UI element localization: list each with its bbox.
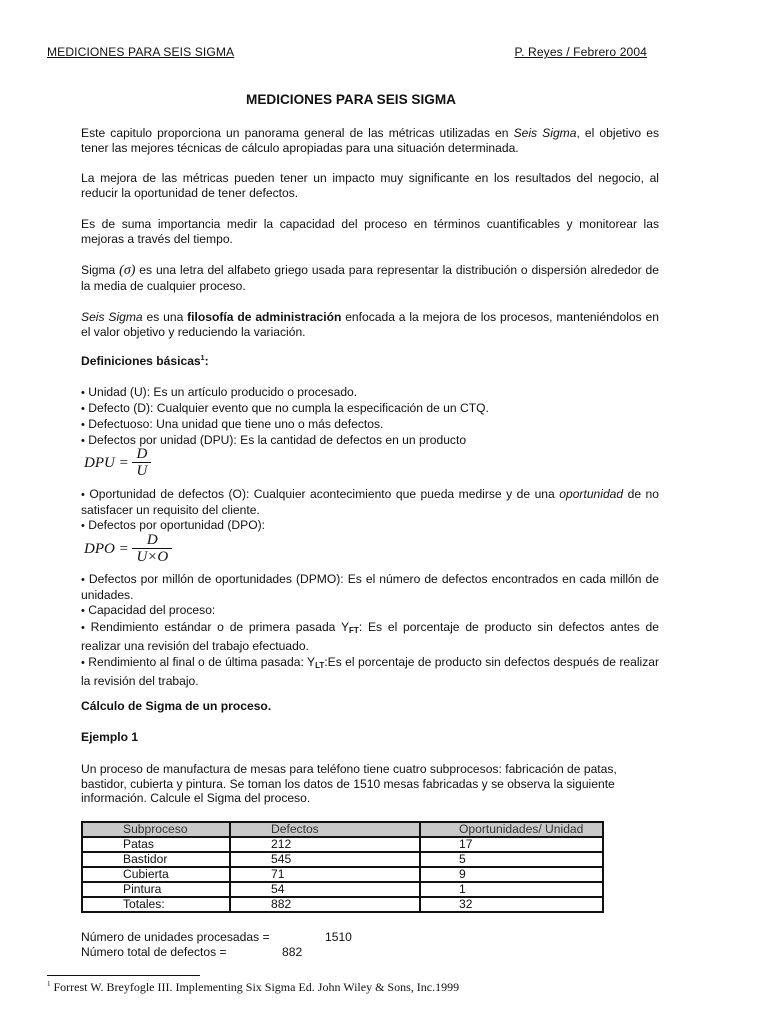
units-processed-value: 1510 [325, 930, 352, 944]
bullet-icon: • [81, 657, 85, 669]
table-row [82, 852, 603, 867]
table-cell: Cubierta [82, 867, 230, 882]
total-defects-label: Número total de defectos = [81, 945, 227, 959]
footnote-mark: 1 [47, 980, 51, 988]
emphasis-seis-sigma: Seis Sigma [513, 126, 577, 140]
table-cell: 212 [230, 837, 420, 852]
formula-numerator: D [132, 447, 151, 463]
calculo-heading: Cálculo de Sigma de un proceso. [81, 699, 272, 713]
item-text: Unidad (U): Es un artículo producido o procesado. [88, 385, 358, 399]
definition-item-yft [81, 620, 659, 653]
definition-item-oportunidad [81, 487, 659, 517]
running-header-author-date: P. Reyes / Febrero 2004 [514, 45, 647, 59]
table-cell: 32 [420, 897, 603, 912]
item-text: Defectos por millón de oportunidades (DPMO): Es el número de defectos encontrados en cada millón de unidades. [81, 572, 659, 602]
table-row [82, 837, 603, 852]
table-cell: Bastidor [82, 852, 230, 867]
table-row [82, 882, 603, 897]
formula-lhs: DPO = [84, 540, 129, 557]
text-span: Sigma [81, 263, 120, 277]
definition-item-dpmo [81, 572, 659, 602]
footnote [47, 980, 459, 995]
total-defects-value: 882 [282, 945, 303, 959]
definition-item-defecto [81, 401, 659, 417]
item-text: Defectos por unidad (DPU): Es la cantidad de defectos en un producto [88, 433, 467, 447]
text-span: es una [142, 310, 188, 324]
bullet-icon: • [81, 622, 85, 634]
table-cell: 882 [230, 897, 420, 912]
table-cell: 71 [230, 867, 420, 882]
intro-paragraph-3: Es de suma importancia medir la capacidad del proceso en términos cuantificables y monitorear las mejoras a través del tiempo. [81, 217, 659, 246]
definition-item-unidad [81, 385, 659, 401]
running-header-title: MEDICIONES PARA SEIS SIGMA [47, 45, 235, 59]
bullet-icon: • [81, 419, 85, 431]
table-cell: Totales: [82, 897, 230, 912]
intro-paragraph-seis-sigma [81, 310, 659, 339]
definition-item-ylt [81, 655, 659, 688]
text-span: enfocada a la mejora de los procesos, manteniéndolos en el valor objetivo y reduciendo la variación. [81, 310, 660, 339]
table-header-cell: Subproceso [82, 822, 230, 837]
item-text: Rendimiento al final o de última pasada: Y [84, 655, 316, 669]
dpu-formula [84, 447, 151, 480]
table-cell: 54 [230, 882, 420, 897]
table-cell: 9 [420, 867, 603, 882]
emphasis-seis-sigma: Seis Sigma [81, 310, 143, 324]
emphasis-filosofia: filosofía de administración [187, 310, 342, 324]
item-text: Capacidad del proceso: [84, 603, 216, 617]
table-cell: 1 [420, 882, 603, 897]
bullet-icon: • [81, 387, 85, 399]
footnote-text: Forrest W. Breyfogle III. Implementing Six Sigma Ed. John Wiley & Sons, Inc.1999 [50, 980, 460, 994]
table-totals-row [82, 897, 603, 912]
intro-paragraph-2: La mejora de las métricas pueden tener un impacto muy significante en los resultados del negocio, al reducir la oportunidad de tener defectos. [81, 171, 659, 200]
item-text: de no satisfacer un requisito del cliente. [81, 487, 660, 517]
subprocess-table [81, 821, 604, 913]
definition-item-dpu [81, 433, 659, 449]
item-text: Defectuoso: Una unidad que tiene uno o más defectos. [88, 417, 384, 431]
formula-fraction [132, 447, 151, 480]
definition-item-capacidad [81, 603, 659, 619]
ejemplo-heading: Ejemplo 1 [81, 730, 139, 744]
bullet-icon: • [81, 520, 85, 532]
formula-numerator: D [132, 533, 172, 549]
text-span: , el objetivo es tener las mejores técnicas de cálculo apropiadas para una situación determinada. [81, 126, 659, 155]
definition-item-defectuoso [81, 417, 659, 433]
heading-colon: : [204, 354, 209, 368]
definitions-heading [81, 354, 209, 368]
ejemplo-paragraph: Un proceso de manufactura de mesas para teléfono tiene cuatro subprocesos: fabricación de patas, bastidor, cubierta y pintura. Se toman los datos de 1510 mesas fabricadas y se observa la siguiente información. Calcule el Sigma del proceso. [81, 762, 617, 806]
intro-paragraph-1 [81, 126, 659, 155]
units-processed-label: Número de unidades procesadas = [81, 930, 270, 944]
sigma-symbol: (σ) [119, 263, 136, 278]
subscript-ft: FT [349, 626, 359, 635]
table-cell: Pintura [82, 882, 230, 897]
table-cell: 545 [230, 852, 420, 867]
table-cell: 17 [420, 837, 603, 852]
formula-fraction [132, 533, 172, 566]
bullet-icon: • [81, 435, 85, 447]
text-span: es una letra del alfabeto griego usada para representar la distribución o dispersión alrededor de la media de cualquier proceso. [81, 263, 660, 293]
item-text: :Es el porcentaje de producto sin defectos después de realizar la revisión del trabajo. [81, 655, 659, 688]
bullet-icon: • [81, 605, 85, 617]
table-cell: 5 [420, 852, 603, 867]
bullet-icon: • [81, 574, 85, 586]
table-row [82, 867, 603, 882]
emphasis-oportunidad: oportunidad [559, 487, 624, 501]
formula-denominator: U [136, 463, 148, 479]
formula-denominator: U×O [136, 549, 169, 565]
subscript-lt: LT [315, 661, 325, 670]
footnote-ref: 1 [200, 354, 205, 362]
heading-text: Definiciones básicas [81, 354, 201, 368]
bullet-icon: • [81, 403, 85, 415]
definition-item-dpo [81, 518, 659, 534]
document-title: MEDICIONES PARA SEIS SIGMA [246, 92, 456, 107]
bullet-icon: • [81, 489, 85, 501]
dpo-formula [84, 533, 172, 566]
text-span: Este capitulo proporciona un panorama general de las métricas utilizadas en [81, 126, 514, 140]
item-text: Rendimiento estándar o de primera pasada Y [84, 620, 350, 634]
table-header-cell: Oportunidades/ Unidad [420, 822, 603, 837]
intro-paragraph-sigma [81, 263, 659, 293]
formula-lhs: DPU = [84, 454, 129, 471]
item-text: Defecto (D): Cualquier evento que no cumpla la especificación de un CTQ. [88, 401, 489, 415]
item-text: Defectos por oportunidad (DPO): [84, 518, 266, 532]
item-text: : Es el porcentaje de producto sin defectos antes de realizar una revisión del trabajo efectuado. [81, 620, 659, 653]
footnote-divider [47, 975, 200, 976]
table-header-row [82, 822, 603, 837]
table-cell: Patas [82, 837, 230, 852]
table-header-cell: Defectos [230, 822, 420, 837]
item-text: Oportunidad de defectos (O): Cualquier acontecimiento que pueda medirse y de una [84, 487, 560, 501]
